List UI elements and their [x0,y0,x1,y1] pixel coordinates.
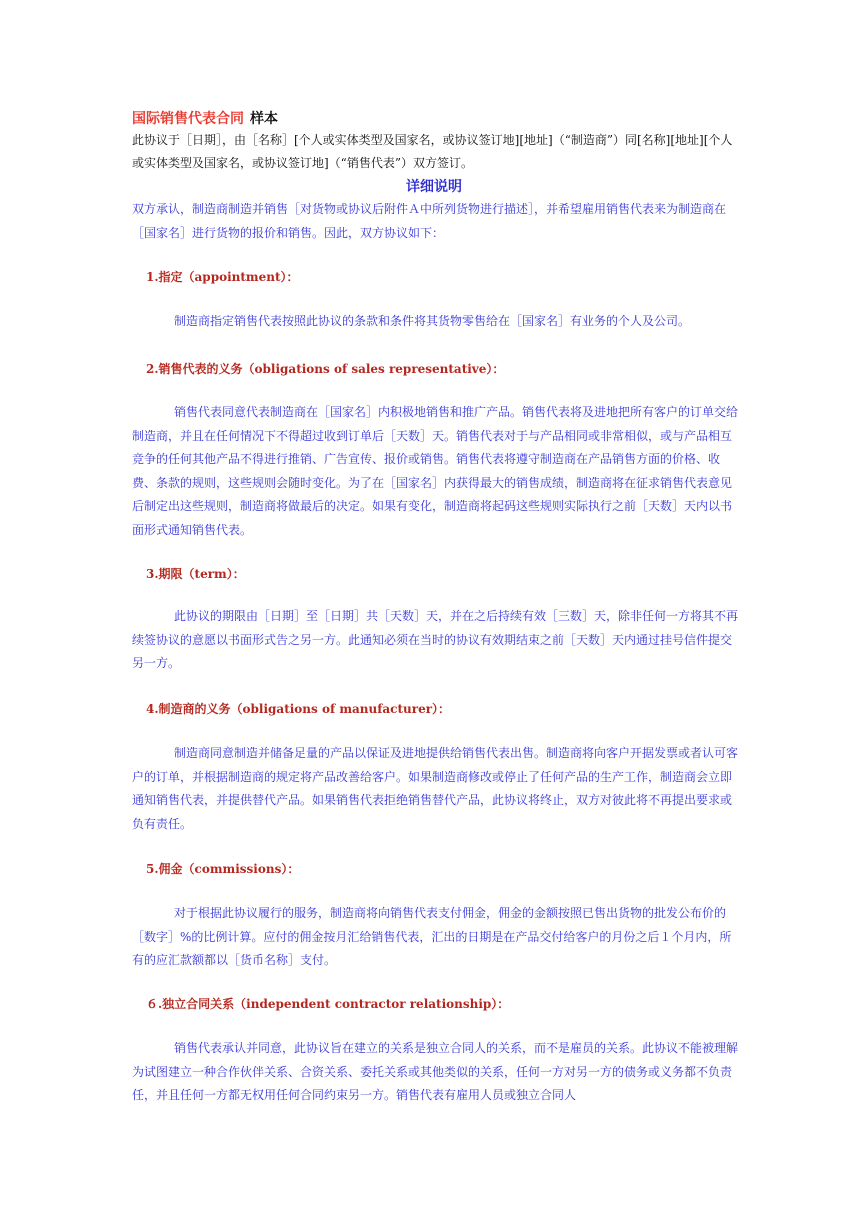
section-heading-3: 3.期限（term）： [146,567,245,581]
preamble-paragraph: 双方承认，制造商制造并销售［对货物或协议后附件Ａ中所列货物进行描述］，并希望雇用销售代表来为制造商在［国家名］进行货物的报价和销售。因此，双方协议如下： [132,202,727,240]
section-body-5: 对于根据此协议履行的服务，制造商将向销售代表支付佣金，佣金的金额按照已售出货物的批发公布价的［数字］%的比例计算。应付的佣金按月汇给销售代表，汇出的日期是在产品交付给客户的月份之后１个月内，所有的应汇款额都以［货币名称］支付。 [132,906,732,967]
details-heading: 详细说明 [406,179,462,195]
intro-paragraph: 此协议于［日期］，由［名称］[个人或实体类型及国家名，或协议签订地][地址]（“制造商”）同[名称][地址][个人或实体类型及国家名，或协议签订地]（“销售代表”）双方签订。 [132,133,733,170]
section-body-2: 销售代表同意代表制造商在［国家名］内积极地销售和推广产品。销售代表将及进地把所有客户的订单交给制造商，并且在任何情况下不得超过收到订单后［天数］天。销售代表对于与产品相同或非常相似，或与产品相互竞争的任何其他产品不得进行推销、广告宣传、报价或销售。销售代表将遵守制造商在产品销售方面的价格、收费、条款的规则，这些规则会随时变化。为了在［国家名］内获得最大的销售成绩，制造商将在征求销售代表意见后制定出这些规则，制造商将做最后的决定。如果有变化，制造商将起码这些规则实际执行之前［天数］天内以书面形式通知销售代表。 [132,405,739,537]
section-heading-6: ６.独立合同关系（independent contractor relationship）： [146,997,510,1011]
document-title [132,108,278,128]
section-heading-5: 5.佣金（commissions）： [146,862,300,876]
section-body-6: 销售代表承认并同意，此协议旨在建立的关系是独立合同人的关系，而不是雇员的关系。此协议不能被理解为试图建立一种合作伙伴关系、合资关系、委托关系或其他类似的关系，任何一方对另一方的债务或义务都不负责任，并且任何一方都无权用任何合同约束另一方。销售代表有雇用人员或独立合同人 [132,1041,739,1102]
title-main: 国际销售代表合同 [132,111,244,127]
section-heading-4: 4.制造商的义务（obligations of manufacturer）： [146,702,451,716]
section-body-1: 制造商指定销售代表按照此协议的条款和条件将其货物零售给在［国家名］有业务的个人及公司。 [174,314,691,328]
title-sample-tag: 样本 [250,111,278,127]
section-heading-1: 1.指定（appointment）： [146,270,299,284]
section-body-4: 制造商同意制造并储备足量的产品以保证及进地提供给销售代表出售。制造商将向客户开据发票或者认可客户的订单，并根据制造商的规定将产品改善给客户。如果制造商修改或停止了任何产品的生产工作，制造商会立即通知销售代表，并提供替代产品。如果销售代表拒绝销售替代产品，此协议将终止，双方对彼此将不再提出要求或负有责任。 [132,746,739,831]
section-body-3: 此协议的期限由［日期］至［日期］共［天数］天，并在之后持续有效［三数］天，除非任何一方将其不再续签协议的意愿以书面形式告之另一方。此通知必须在当时的协议有效期结束之前［天数］天内通过挂号信件提交另一方。 [132,609,739,670]
section-heading-2: 2.销售代表的义务（obligations of sales representative）： [146,362,505,376]
